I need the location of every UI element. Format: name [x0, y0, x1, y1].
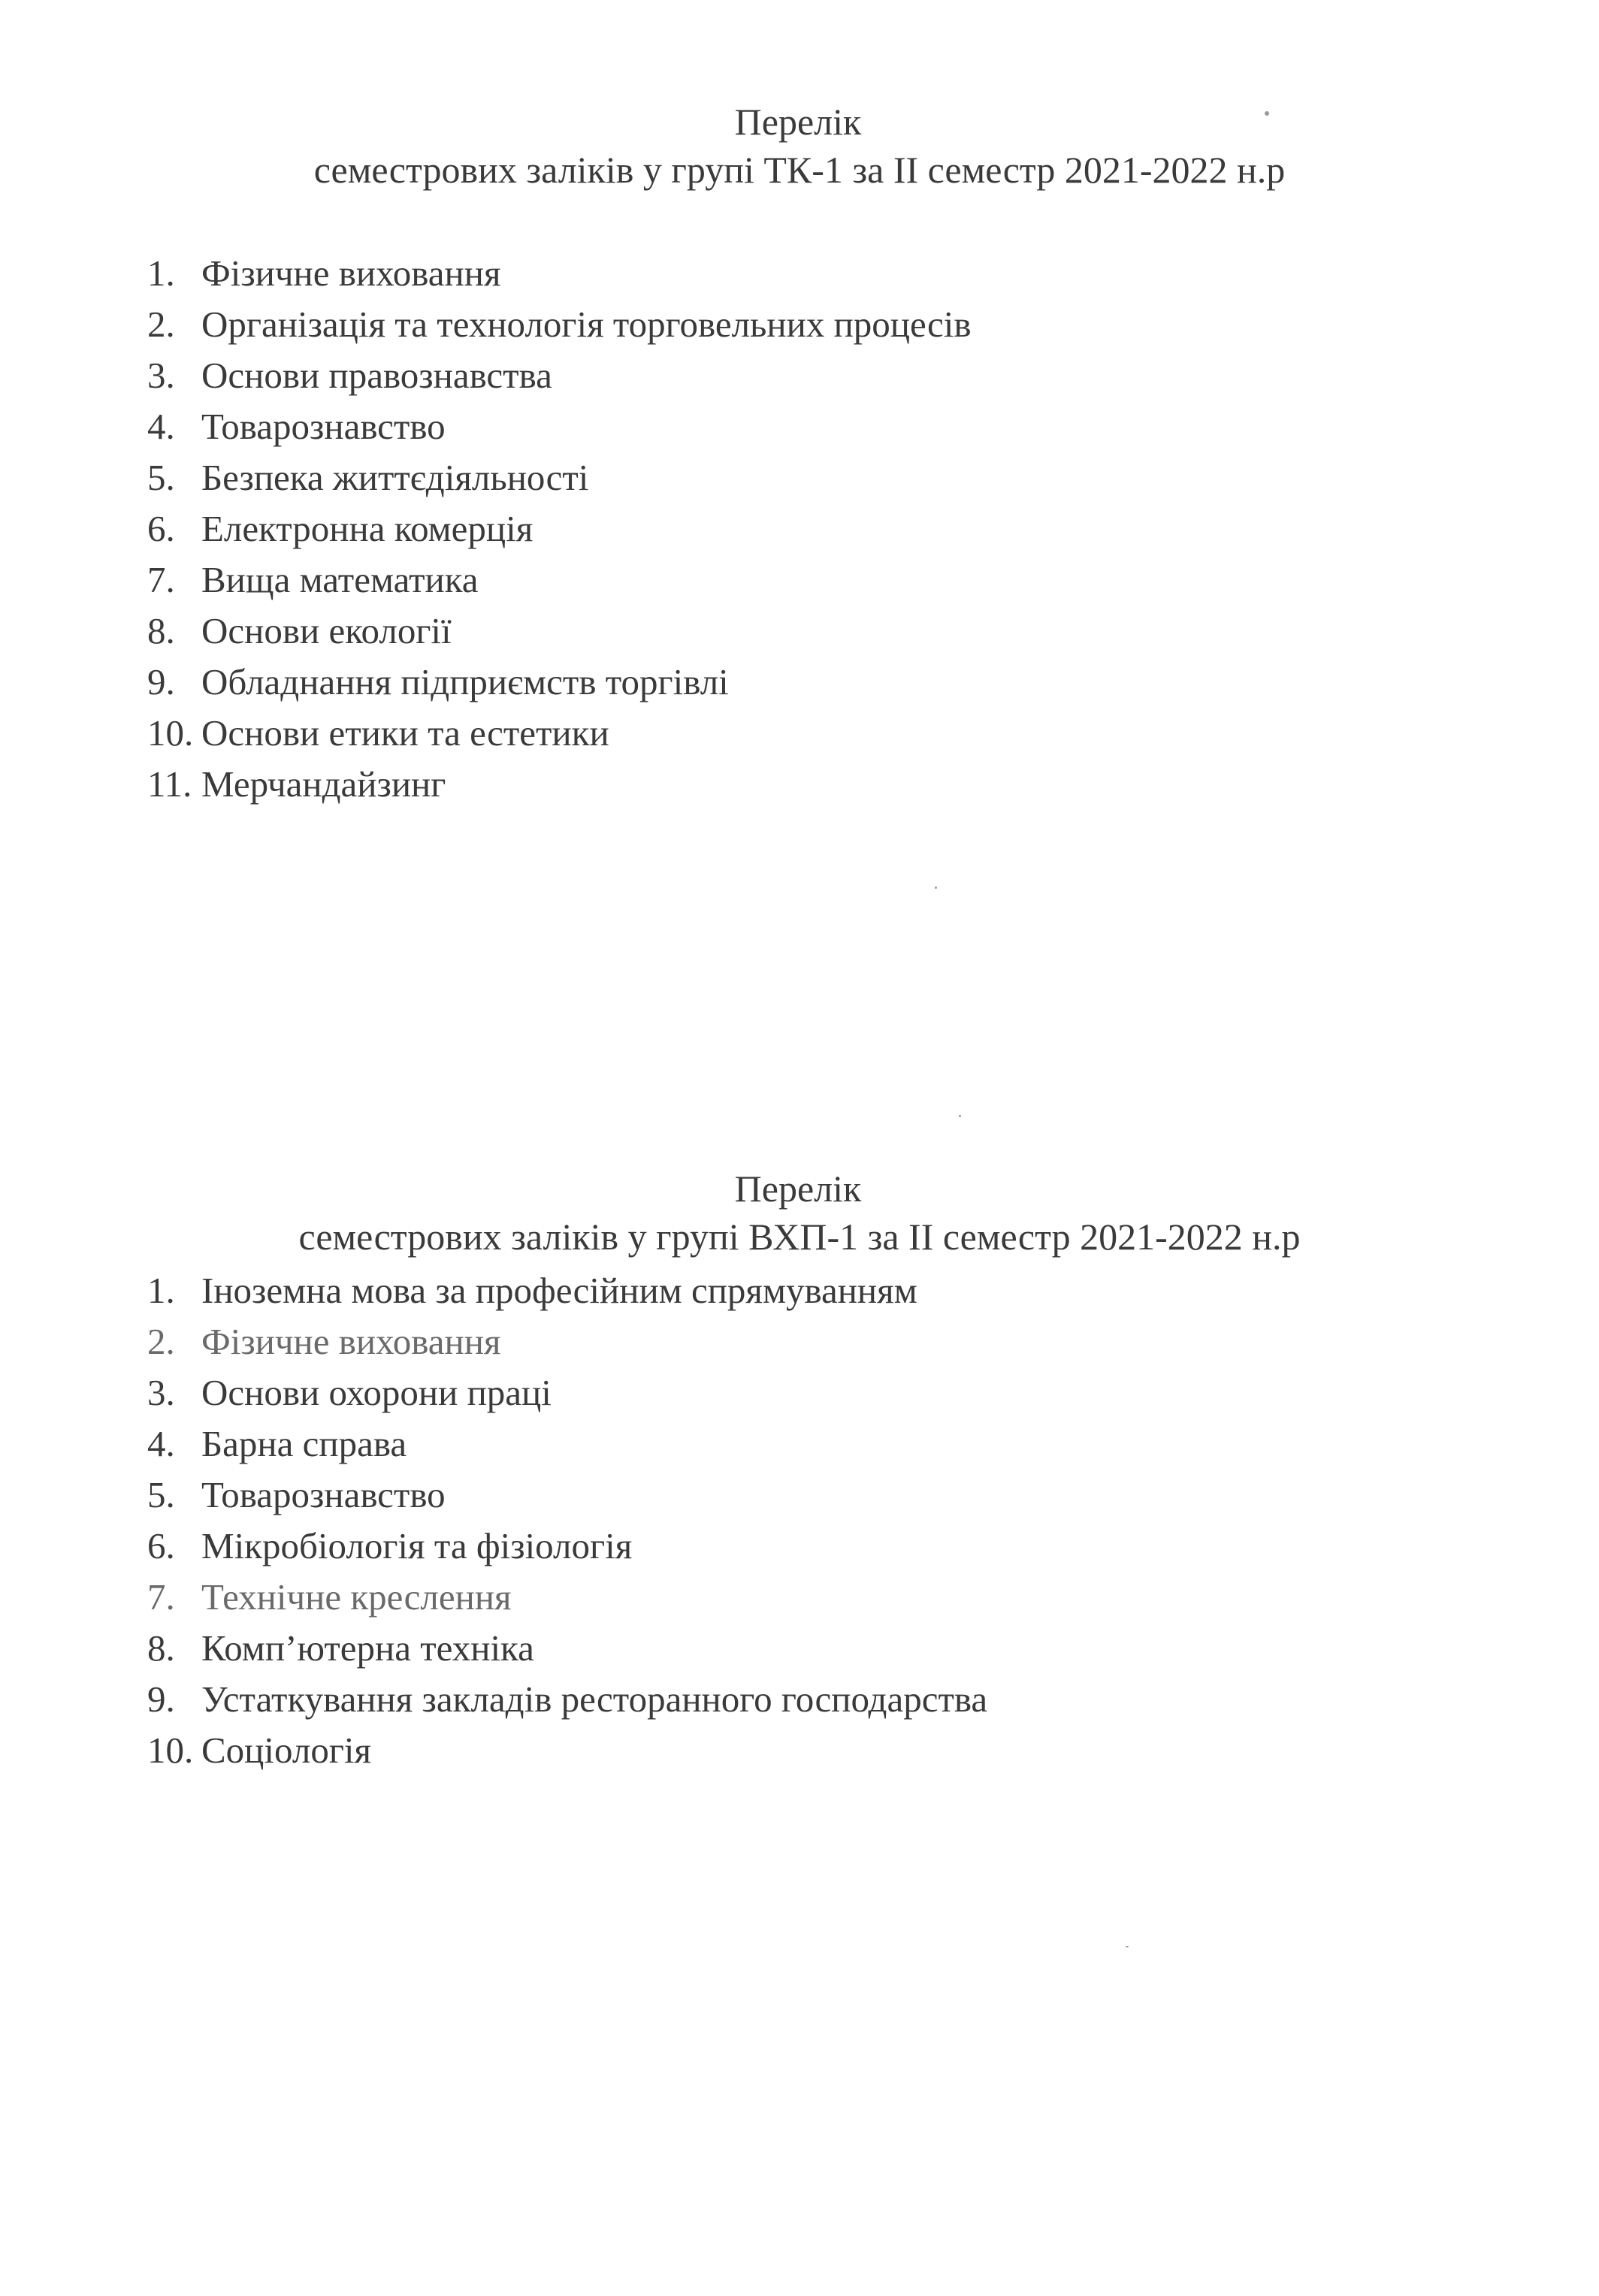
list-item [147, 350, 972, 401]
item-number: 2. [147, 304, 175, 345]
subject-list [147, 248, 972, 810]
item-number: 6. [147, 1525, 175, 1566]
item-text: Комп’ютерна техніка [201, 1627, 534, 1669]
section-tk1 [0, 98, 1599, 805]
item-text: Основи правознавства [201, 355, 552, 396]
list-item [147, 606, 972, 657]
section-title: Перелік [734, 101, 862, 143]
item-text: Соціологія [201, 1730, 372, 1771]
list-item [147, 1265, 987, 1316]
scan-speck [959, 1115, 961, 1117]
list-item [147, 657, 972, 708]
item-text: Обладнання підприємств торгівлі [201, 661, 729, 702]
list-item [147, 1623, 987, 1674]
scan-speck [1126, 1946, 1129, 1947]
item-number: 10. [147, 1730, 194, 1771]
item-text: Основи екології [201, 610, 452, 651]
item-number: 4. [147, 1423, 175, 1464]
item-number: 5. [147, 1474, 175, 1515]
item-text: Товарознавство [201, 1474, 446, 1515]
item-number: 1. [147, 252, 175, 294]
list-item [147, 554, 972, 606]
item-text: Устаткування закладів ресторанного господарства [201, 1678, 988, 1720]
item-text: Іноземна мова за професійним спрямуванням [201, 1270, 917, 1311]
section-vkhp1 [0, 1165, 1599, 1771]
item-text: Вища математика [201, 559, 479, 600]
item-text: Організація та технологія торговельних процесів [201, 304, 972, 345]
list-item [147, 1367, 987, 1418]
item-number: 1. [147, 1270, 175, 1311]
item-number: 9. [147, 661, 175, 702]
list-item [147, 248, 972, 299]
item-text: Електронна комерція [201, 508, 534, 549]
item-number: 7. [147, 1576, 175, 1618]
item-text: Товарознавство [201, 406, 446, 447]
item-number: 7. [147, 559, 175, 600]
item-text: Мерчандайзинг [201, 763, 446, 805]
item-number: 8. [147, 610, 175, 651]
list-item [147, 503, 972, 554]
item-text: Мікробіологія та фізіологія [201, 1525, 633, 1566]
list-item [147, 1316, 987, 1367]
list-item [147, 1725, 987, 1776]
item-number: 11. [147, 763, 192, 805]
item-text: Барна справа [201, 1423, 407, 1464]
item-text: Фізичне виховання [201, 252, 501, 294]
list-item [147, 1674, 987, 1725]
item-number: 3. [147, 1372, 175, 1413]
list-item [147, 1470, 987, 1521]
item-number: 8. [147, 1627, 175, 1669]
list-item [147, 1572, 987, 1623]
item-text: Основи охорони праці [201, 1372, 552, 1413]
item-number: 6. [147, 508, 175, 549]
scan-speck [935, 887, 937, 889]
subject-list [147, 1265, 987, 1776]
section-subtitle: семестрових заліків у групі ТК-1 за ІІ семестр 2021-2022 н.р [313, 149, 1286, 191]
list-item [147, 452, 972, 503]
list-item [147, 299, 972, 350]
item-number: 2. [147, 1321, 175, 1362]
list-item [147, 708, 972, 759]
item-number: 5. [147, 457, 175, 498]
item-number: 3. [147, 355, 175, 396]
item-text: Технічне креслення [201, 1576, 512, 1618]
section-title: Перелік [734, 1168, 862, 1210]
list-item [147, 1521, 987, 1572]
item-text: Фізичне виховання [201, 1321, 501, 1362]
list-item [147, 1418, 987, 1470]
section-subtitle: семестрових заліків у групі ВХП-1 за ІІ семестр 2021-2022 н.р [298, 1216, 1301, 1258]
list-item [147, 759, 972, 810]
item-number: 4. [147, 406, 175, 447]
item-text: Безпека життєдіяльності [201, 457, 589, 498]
list-item [147, 401, 972, 452]
item-text: Основи етики та естетики [201, 712, 609, 754]
item-number: 9. [147, 1678, 175, 1720]
scan-speck [1265, 111, 1269, 116]
item-number: 10. [147, 712, 194, 754]
